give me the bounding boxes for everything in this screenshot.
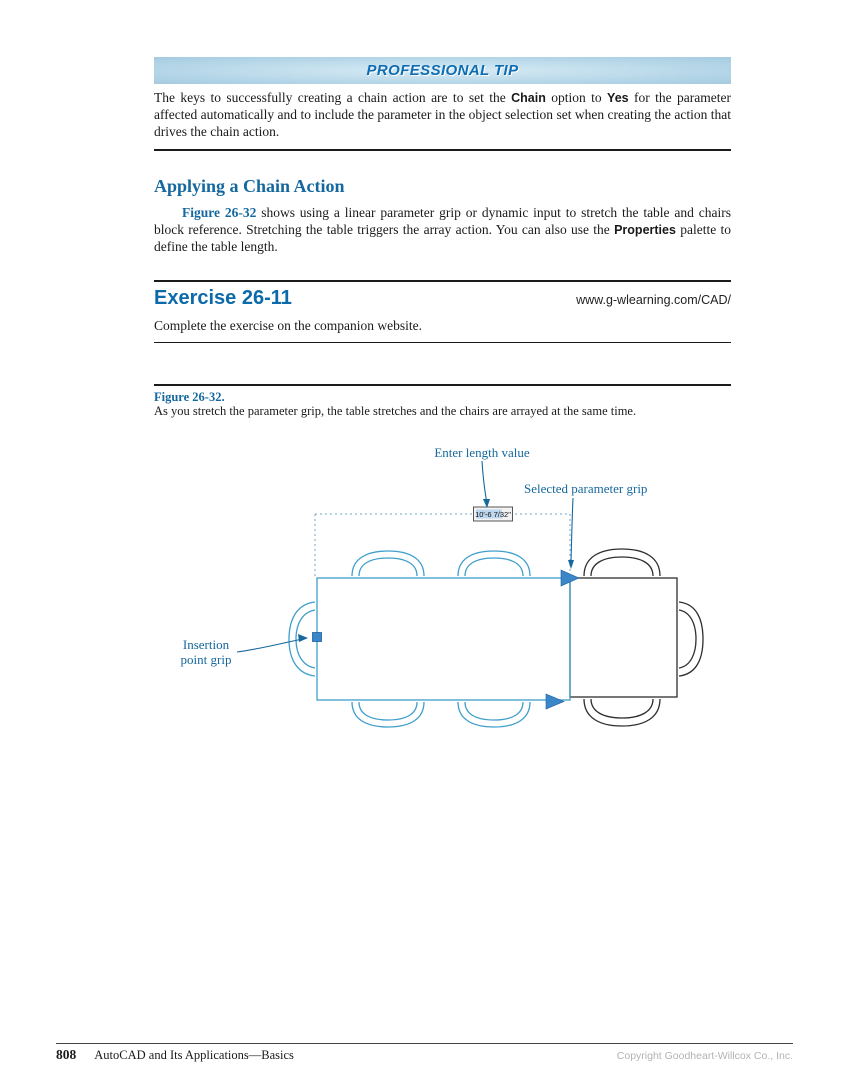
professional-tip-banner	[154, 57, 731, 84]
footer-divider	[56, 1043, 793, 1044]
chair-bottom-right	[584, 699, 660, 726]
figure-reference: Figure 26-32	[182, 205, 257, 220]
professional-tip-title: PROFESSIONAL TIP	[366, 62, 519, 79]
exercise-instruction: Complete the exercise on the companion website.	[154, 318, 423, 333]
copyright-notice: Copyright Goodheart-Willcox Co., Inc.	[616, 1050, 793, 1062]
insertion-point-grip[interactable]	[313, 633, 322, 642]
annotation-selected-grip: Selected parameter grip	[524, 481, 648, 496]
tip-text: option to	[545, 90, 608, 105]
tip-text: for the parameter affected automatically and to include the parameter in the object selection set when creating the action that drives the chain action.	[154, 90, 731, 139]
chair-top-middle	[458, 551, 530, 576]
figure-label: Figure 26-32.	[154, 390, 225, 404]
stretch-direction-arrow	[546, 694, 564, 709]
annotation-enter-length: Enter length value	[434, 445, 530, 460]
chair-top-right	[584, 549, 660, 576]
leader-selected-grip	[571, 498, 573, 561]
annotation-insertion-line2: point grip	[180, 652, 232, 667]
tip-text: The keys to successfully creating a chain action are to set the	[154, 90, 512, 105]
chair-top-left	[352, 551, 424, 576]
arrowhead-icon	[568, 560, 574, 569]
figure-drawing	[0, 440, 849, 740]
chain-option-label: Chain	[511, 91, 546, 105]
page-footer	[56, 1047, 793, 1063]
section-text: palette to define the table length.	[154, 221, 732, 254]
book-title: AutoCAD and Its Applications—Basics	[94, 1048, 294, 1062]
divider	[154, 149, 731, 151]
dynamic-input-field[interactable]	[474, 507, 513, 521]
section-paragraph	[154, 205, 731, 255]
chair-right-end	[679, 602, 703, 676]
professional-tip-body	[154, 90, 731, 140]
properties-palette-label: Properties	[614, 222, 676, 237]
figure-caption: As you stretch the parameter grip, the table stretches and the chairs are arrayed at the same time.	[154, 404, 637, 418]
yes-value-label: Yes	[607, 91, 629, 105]
table-outline	[317, 578, 570, 700]
annotation-insertion-line1: Insertion	[182, 637, 230, 652]
section-heading: Applying a Chain Action	[154, 176, 345, 196]
table-extension-outline	[570, 578, 677, 697]
arrowhead-icon	[298, 634, 308, 642]
page-number: 808	[56, 1047, 77, 1062]
leader-enter-length	[482, 461, 487, 501]
divider	[154, 384, 731, 386]
dynamic-input-value: 10'-6 7/32"	[475, 510, 511, 519]
exercise-header	[154, 287, 731, 310]
exercise-title: Exercise 26-11	[154, 287, 292, 309]
divider	[154, 342, 731, 343]
section-text: shows using a linear parameter grip or dynamic input to stretch the table and chairs block reference. Stretching the table triggers the array action. You can also use the	[154, 205, 731, 237]
chair-bottom-middle	[458, 702, 530, 727]
companion-website-url: www.g-wlearning.com/CAD/	[576, 293, 731, 307]
divider	[154, 280, 731, 282]
chair-bottom-left	[352, 702, 424, 727]
